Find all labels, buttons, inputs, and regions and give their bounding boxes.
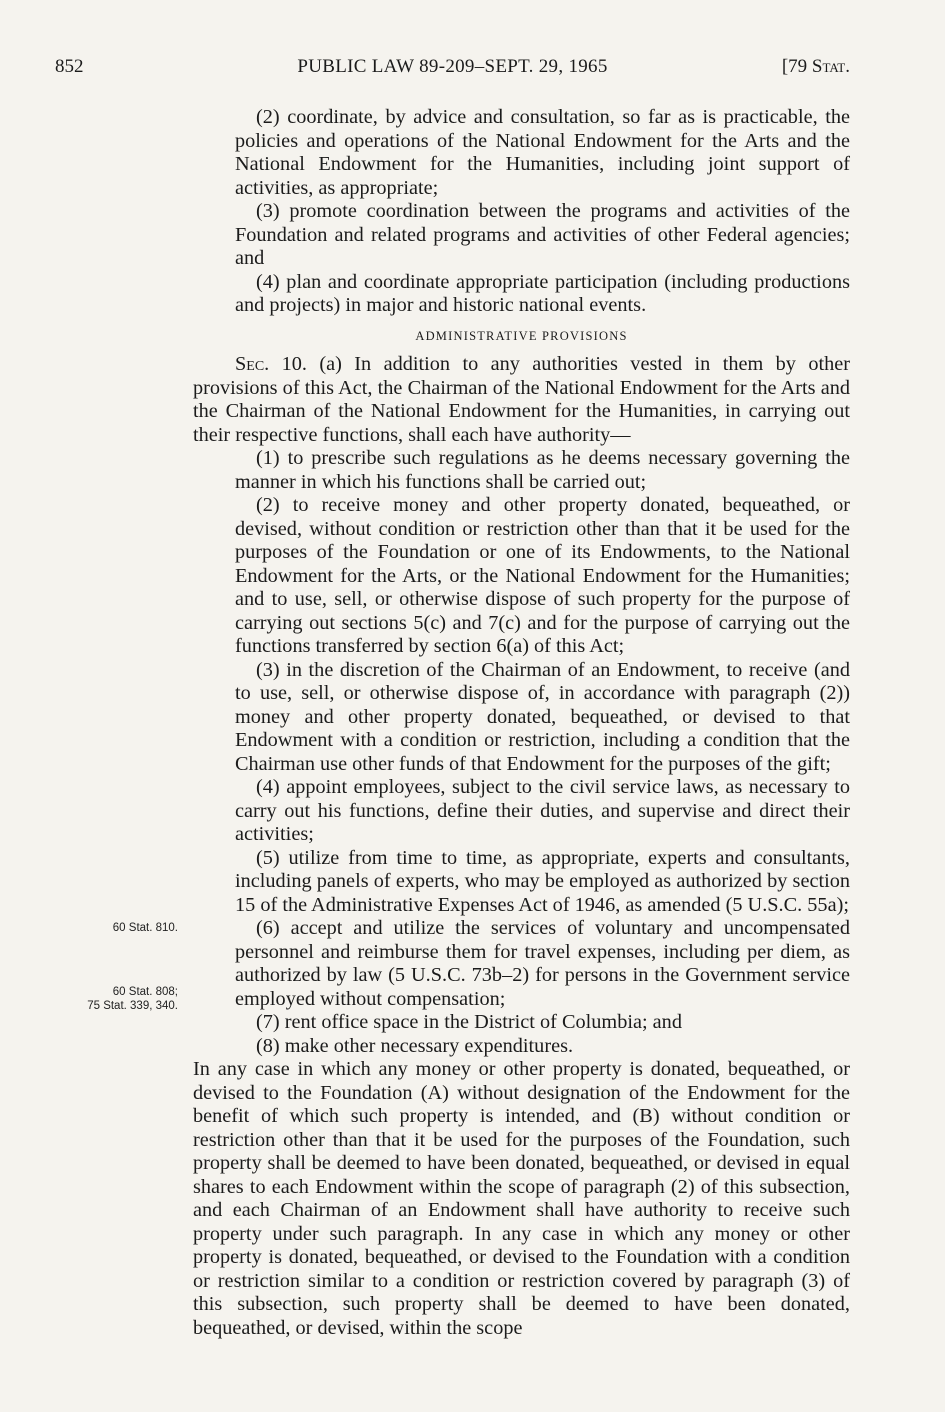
margin-note-60-stat-808 [0,985,178,1013]
page-number: 852 [55,56,84,77]
paragraph-4: (4) appoint employees, subject to the civil service laws, as necessary to carry out his functions, define their duties, and supervise and direct their activities; [235,776,850,845]
paragraph-2: (2) to receive money and other property donated, bequeathed, or devised, without condition or restriction other than that it be used for the purposes of the Foundation or one of its Endowments, to the National Endowment for the Arts, or the National Endowment for the Humanities; and to use, sell, or otherwise dispose of such property for the purpose of carrying out sections 5(c) and 7(c) and for the purpose of carrying out the functions transferred by section 6(a) of this Act; [235,494,850,657]
paragraph-5: (5) utilize from time to time, as appropriate, experts and consultants, including panels of experts, who may be employed as authorized by section 15 of the Administrative Expenses Act of 1946, as amended (5 U.S.C. 55a); [235,846,850,916]
running-title: PUBLIC LAW 89-209–SEPT. 29, 1965 [297,56,608,77]
margin-note-60-stat-810 [0,921,178,935]
paragraph-7: (7) rent office space in the District of Columbia; and [256,1011,682,1033]
item-4: (4) plan and coordinate appropriate participation (including productions and projects) in major and historic national events. [235,270,850,316]
margin-note-text: 60 Stat. 810. [112,922,178,934]
page-header [55,56,850,82]
margin-note-line: 60 Stat. 808; [112,986,178,998]
item-2: (2) coordinate, by advice and consultation, so far as is practicable, the policies and operations of the National Endowment for the Arts and the National Endowment for the Humanities, including joint support of activities, as appropriate; [235,106,850,199]
paragraph-6: (6) accept and utilize the services of voluntary and uncompensated personnel and reimburse them for travel expenses, including per diem, as authorized by law (5 U.S.C. 73b–2) for persons in the Government service employed without compensation; [235,917,850,1010]
paragraph-3: (3) in the discretion of the Chairman of an Endowment, to receive (and to use, sell, or otherwise dispose of, in accordance with paragraph (2)) money and other property donated, bequeathed, or devised to that Endowment with a condition or restriction, including a condition that the Chairman use other funds of that Endowment for the purposes of the gift; [235,658,850,775]
paragraph-1: (1) to prescribe such regulations as he deems necessary governing the manner in which his functions shall be carried out; [235,447,850,493]
margin-note-line: 75 Stat. 339, 340. [87,1000,178,1012]
section-heading: ADMINISTRATIVE PROVISIONS [415,328,628,343]
closing-paragraph: In any case in which any money or other property is donated, bequeathed, or devised to the Foundation (A) without designation of the Endowment for the benefit of which such property is intended, and (B) without condition or restriction other than that it be used for the purposes of the Foundation, such property shall be deemed to have been donated, bequeathed, or devised in equal shares to each Endowment within the scope of paragraph (2) of this subsection, and each Chairman of an Endowment shall have authority to receive such property under such paragraph. In any case in which any money or other property is donated, bequeathed, or devised to the Foundation with a condition or restriction similar to a condition or restriction covered by paragraph (3) of this subsection, such property shall be deemed to have been donated, bequeathed, or devised, within the scope [193,1058,850,1339]
body-text [193,106,850,1340]
volume-citation: [79 Stat. [781,56,850,77]
sec-intro-text: 10. (a) In addition to any authorities vested in them by other provisions of this Act, the Chairman of the National Endowment for the Arts and the Chairman of the National Endowment for the Humanities, in carrying out their respective functions, shall each have authority— [193,353,850,446]
section-10-intro [193,353,850,447]
paragraph-8: (8) make other necessary expenditures. [256,1034,574,1057]
item-3: (3) promote coordination between the programs and activities of the Foundation and related programs and activities of other Federal agencies; and [235,200,850,269]
sec-label: Sec. [235,353,270,375]
